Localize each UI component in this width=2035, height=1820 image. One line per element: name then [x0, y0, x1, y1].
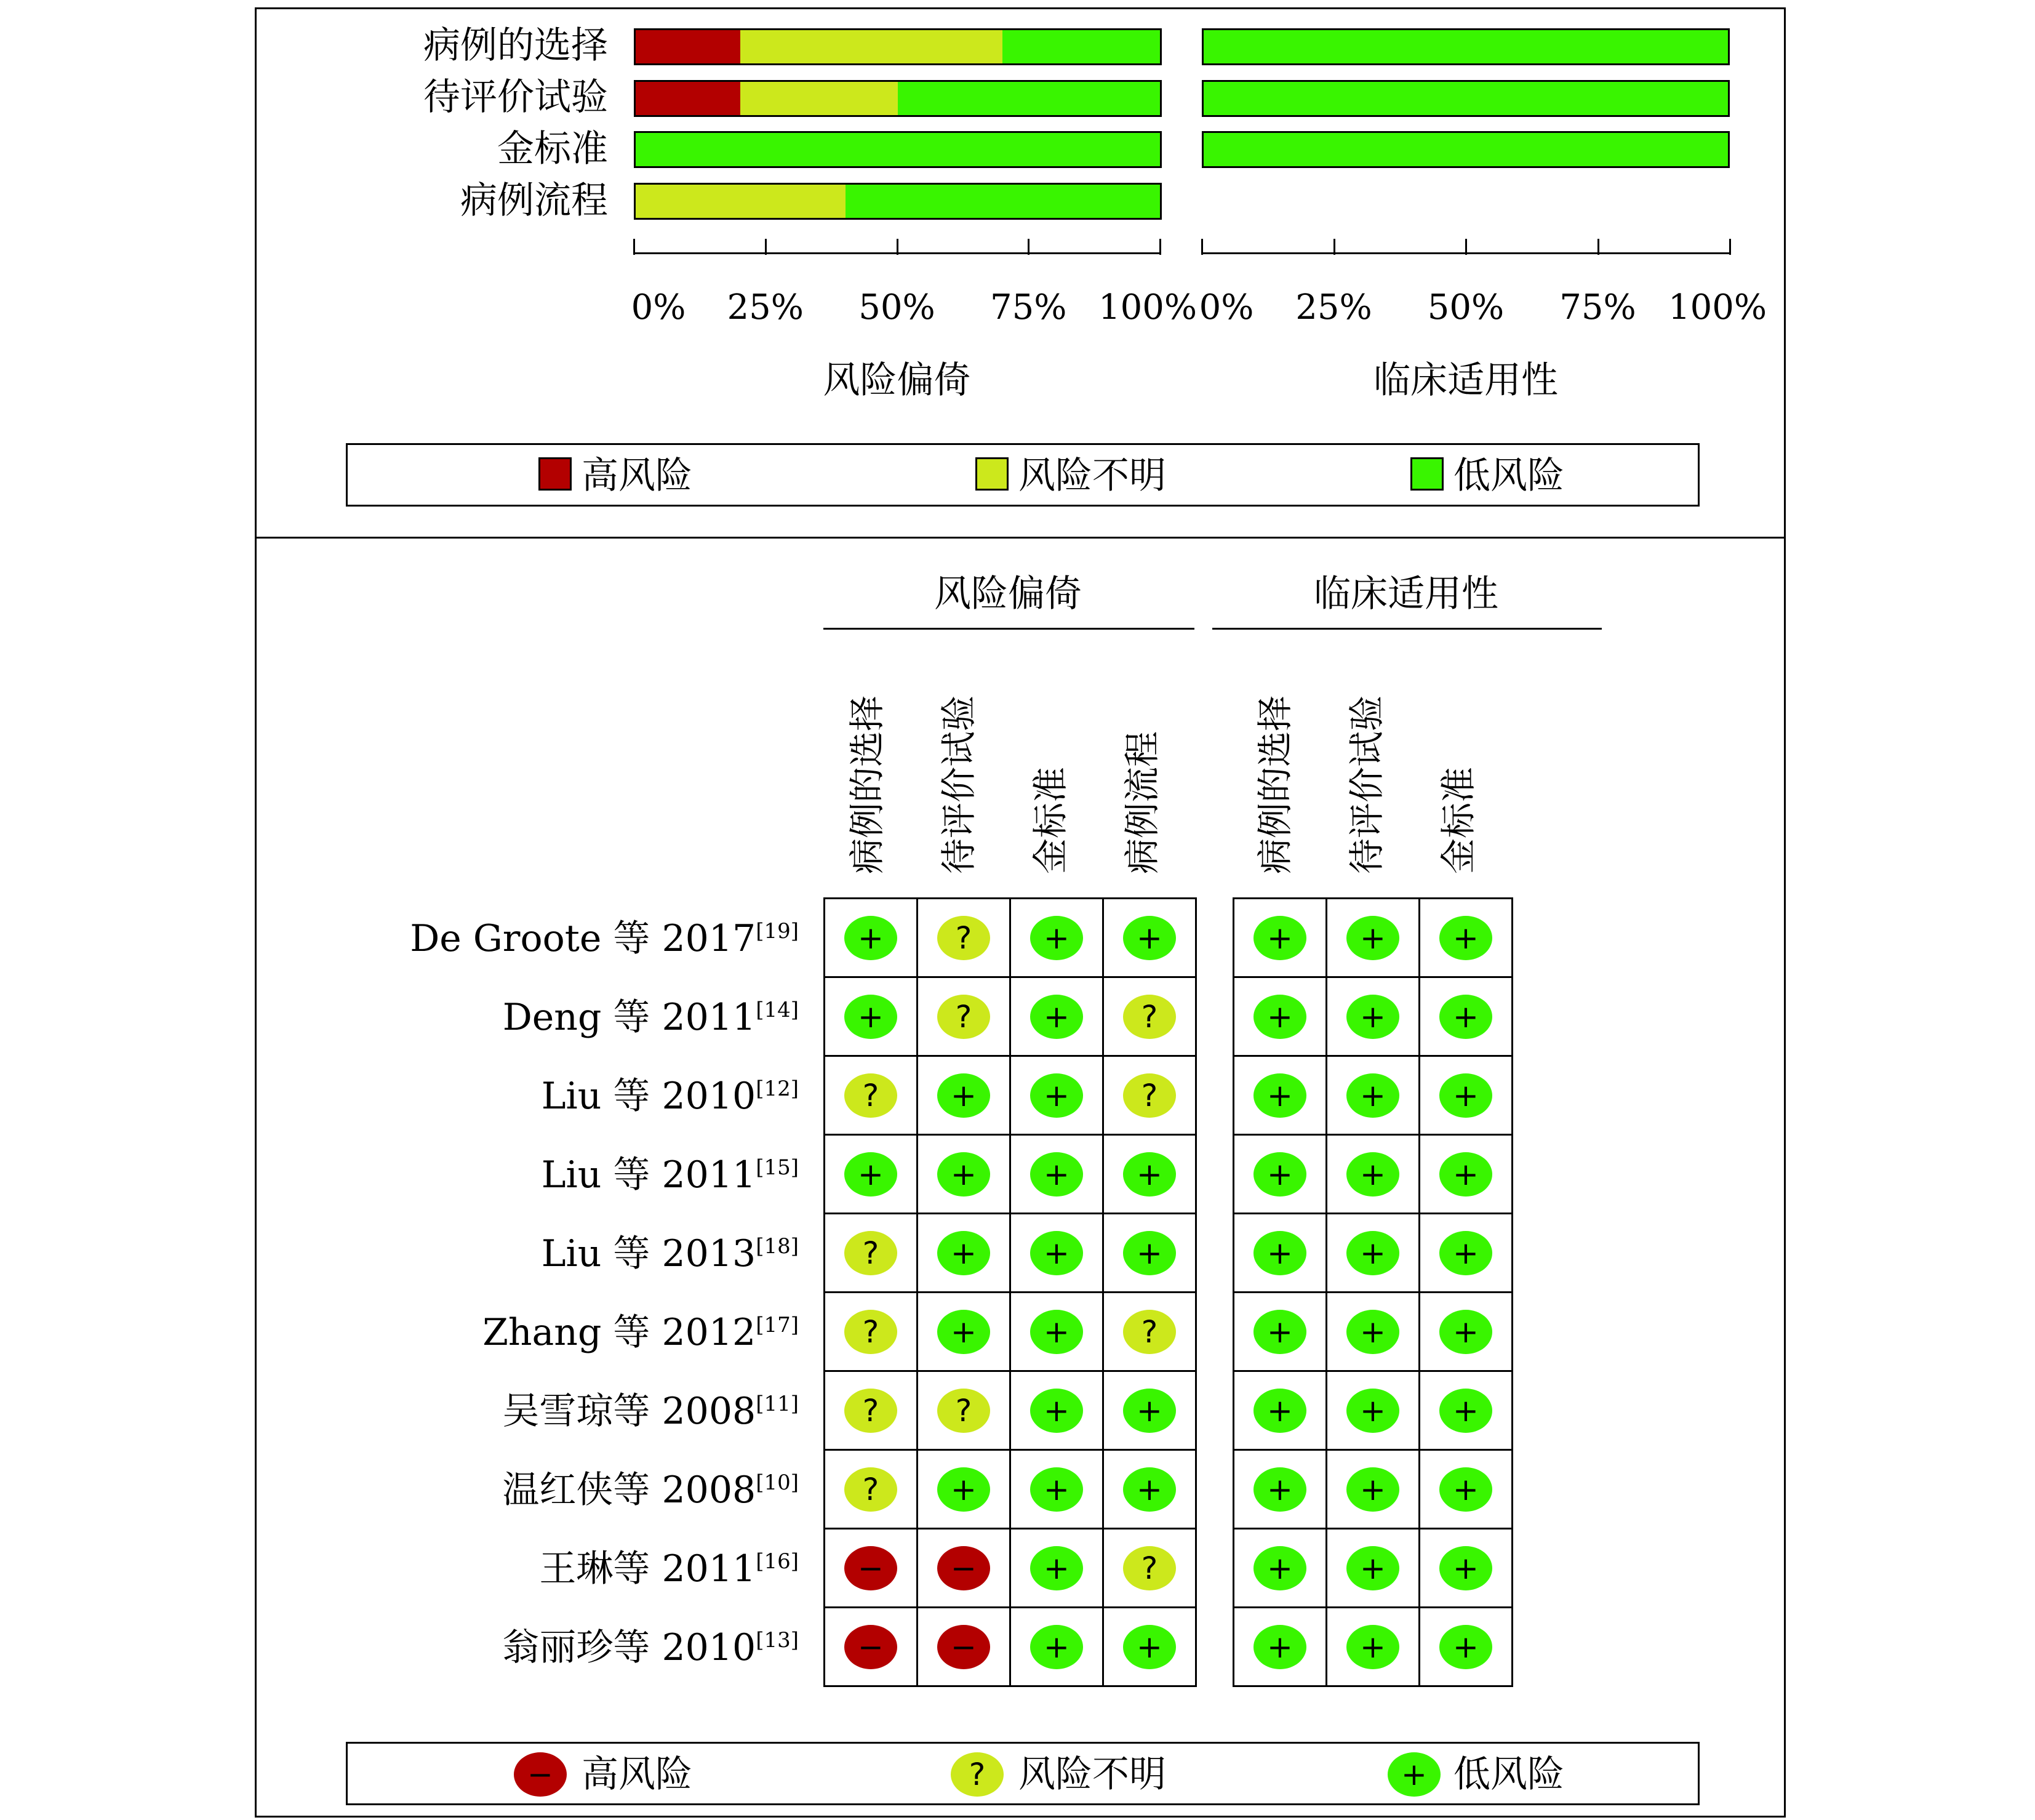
- rating-cell: [1420, 1450, 1513, 1529]
- column-label: 病例流程: [1121, 731, 1163, 874]
- study-reference: [15]: [756, 1155, 799, 1180]
- group-header-applicability: 临床适用性: [1314, 572, 1498, 615]
- column-label: 金标准: [1437, 766, 1479, 874]
- high-risk-mark: −: [937, 1625, 990, 1669]
- domain-label: 病例流程: [460, 179, 608, 222]
- study-reference: [18]: [756, 1234, 799, 1259]
- rating-cell: [1103, 977, 1196, 1056]
- rating-cell: [1103, 1529, 1196, 1608]
- low-risk-swatch: [1410, 457, 1444, 491]
- bar-segment: [740, 30, 1002, 63]
- study-name: De Groote 等 2017: [410, 917, 756, 960]
- stacked-bar: [634, 28, 1162, 65]
- low-risk-mark: +: [1253, 916, 1306, 960]
- axis-tick-label: 75%: [990, 287, 1067, 327]
- study-label: [541, 1153, 799, 1197]
- domain-label: 待评价试验: [423, 76, 608, 119]
- rating-cell: [918, 1371, 1010, 1450]
- study-label: [502, 1469, 799, 1512]
- low-risk-mark: +: [1253, 1546, 1306, 1590]
- study-reference: [12]: [756, 1076, 799, 1101]
- study-reference: [13]: [756, 1628, 799, 1653]
- low-risk-mark: +: [1253, 1152, 1306, 1197]
- low-risk-mark: +: [1439, 1389, 1492, 1433]
- table-row: [825, 1450, 1196, 1529]
- table-row: [1234, 1056, 1513, 1135]
- rating-cell: [918, 899, 1010, 977]
- low-risk-mark: +: [1439, 1467, 1492, 1512]
- study-label: [541, 1075, 799, 1118]
- unclear-risk-mark: ?: [844, 1310, 897, 1354]
- rating-cell: [1234, 1608, 1327, 1686]
- table-row: [1234, 1608, 1513, 1686]
- low-risk-mark: +: [937, 1467, 990, 1512]
- low-risk-mark: +: [1346, 1310, 1399, 1354]
- low-risk-mark: +: [1253, 1231, 1306, 1275]
- low-risk-mark: +: [1030, 1310, 1083, 1354]
- rating-cell: [1103, 1608, 1196, 1686]
- unclear-risk-mark: ?: [937, 1389, 990, 1433]
- rating-cell: [1103, 1293, 1196, 1371]
- low-risk-mark: +: [1253, 995, 1306, 1039]
- study-name: Deng 等 2011: [502, 996, 756, 1039]
- axis-tick: [1597, 239, 1599, 255]
- table-row: [825, 1214, 1196, 1293]
- axis-tick: [1201, 239, 1203, 255]
- stacked-bar: [634, 131, 1162, 168]
- low-risk-mark: +: [1030, 1389, 1083, 1433]
- rating-cell: [1327, 1056, 1420, 1135]
- rating-cell: [1420, 1214, 1513, 1293]
- stacked-bar: [1202, 80, 1730, 117]
- table-row: [1234, 899, 1513, 977]
- rating-cell: [1234, 1214, 1327, 1293]
- rating-cell: [1327, 1371, 1420, 1450]
- low-risk-mark: +: [1346, 1073, 1399, 1118]
- axis-tick: [1028, 239, 1029, 255]
- bar-segment: [1204, 82, 1728, 115]
- study-name: Zhang 等 2012: [482, 1311, 756, 1354]
- low-risk-mark: +: [937, 1152, 990, 1197]
- rating-cell: [918, 977, 1010, 1056]
- low-risk-mark: +: [1346, 1467, 1399, 1512]
- rating-cell: [1234, 1450, 1327, 1529]
- low-risk-mark: +: [1030, 1467, 1083, 1512]
- axis-tick: [1729, 239, 1731, 255]
- low-risk-mark: +: [1123, 1231, 1176, 1275]
- group-header-bias: 风险偏倚: [934, 572, 1082, 615]
- column-label: 金标准: [1029, 766, 1071, 874]
- rating-cell: [918, 1293, 1010, 1371]
- rating-cell: [825, 1608, 918, 1686]
- stacked-bar: [1202, 28, 1730, 65]
- axis-tick-label: 50%: [1427, 287, 1505, 327]
- table-row: [825, 1608, 1196, 1686]
- low-risk-mark: +: [1346, 1546, 1399, 1590]
- rating-cell: [1010, 1450, 1103, 1529]
- low-risk-mark: +: [1253, 1467, 1306, 1512]
- axis-tick: [1159, 239, 1161, 255]
- bar-segment: [1204, 30, 1728, 63]
- rating-cell: [1010, 1608, 1103, 1686]
- low-risk-mark: +: [1346, 1152, 1399, 1197]
- table-row: [825, 977, 1196, 1056]
- rating-cell: [918, 1529, 1010, 1608]
- study-label: [541, 1232, 799, 1275]
- rating-cell: [825, 1135, 918, 1214]
- legend-low-label: 低风险: [1453, 454, 1564, 497]
- rating-cell: [1420, 899, 1513, 977]
- high-risk-mark: −: [937, 1546, 990, 1590]
- low-risk-mark: +: [1439, 916, 1492, 960]
- table-row: [1234, 1371, 1513, 1450]
- low-risk-mark: +: [1123, 916, 1176, 960]
- table-row: [825, 899, 1196, 977]
- low-risk-mark: +: [1253, 1073, 1306, 1118]
- high-risk-mark: −: [844, 1546, 897, 1590]
- axis-tick-label: 100%: [1098, 287, 1197, 327]
- rating-cell: [1103, 1056, 1196, 1135]
- axis-tick-label: 0%: [631, 287, 686, 327]
- rating-cell: [825, 1214, 918, 1293]
- low-risk-mark: +: [1346, 916, 1399, 960]
- study-reference: [16]: [756, 1549, 799, 1574]
- table-row: [825, 1056, 1196, 1135]
- low-risk-mark: +: [1123, 1625, 1176, 1669]
- panel-divider: [255, 537, 1786, 539]
- unclear-risk-mark: ?: [937, 916, 990, 960]
- low-risk-mark: +: [937, 1073, 990, 1118]
- low-risk-mark: +: [1123, 1467, 1176, 1512]
- table-legend: [346, 1742, 1700, 1805]
- unclear-risk-symbol: ?: [951, 1752, 1004, 1797]
- low-risk-mark: +: [1439, 1231, 1492, 1275]
- bar-segment: [1002, 30, 1160, 63]
- axis-tick-label: 50%: [858, 287, 935, 327]
- low-risk-mark: +: [937, 1310, 990, 1354]
- study-label: [482, 1311, 799, 1354]
- bar-segment: [740, 82, 898, 115]
- rating-cell: [1420, 1293, 1513, 1371]
- low-risk-symbol: +: [1388, 1752, 1441, 1797]
- table-row: [825, 1135, 1196, 1214]
- low-risk-mark: +: [1346, 1389, 1399, 1433]
- legend-high-label: 高风险: [582, 454, 692, 497]
- column-label: 待评价试验: [1346, 695, 1388, 874]
- study-name: 吴雪琼等 2008: [502, 1390, 756, 1433]
- summary-legend: [346, 443, 1700, 507]
- study-label: [539, 1547, 799, 1590]
- unclear-risk-mark: ?: [844, 1389, 897, 1433]
- axis-tick: [765, 239, 767, 255]
- table-row: [825, 1293, 1196, 1371]
- low-risk-mark: +: [1030, 1546, 1083, 1590]
- low-risk-mark: +: [1439, 1546, 1492, 1590]
- table-row: [1234, 977, 1513, 1056]
- applicability-table: [1233, 897, 1513, 1687]
- unclear-risk-mark: ?: [937, 995, 990, 1039]
- low-risk-mark: +: [844, 995, 897, 1039]
- rating-cell: [1010, 1056, 1103, 1135]
- axis-tick-label: 100%: [1668, 287, 1767, 327]
- bar-segment: [636, 133, 1160, 166]
- rating-cell: [918, 1450, 1010, 1529]
- rating-cell: [1420, 1608, 1513, 1686]
- rating-cell: [1103, 1371, 1196, 1450]
- low-risk-mark: +: [937, 1231, 990, 1275]
- low-risk-mark: +: [1439, 1310, 1492, 1354]
- rating-cell: [1327, 1529, 1420, 1608]
- rating-cell: [1327, 1293, 1420, 1371]
- low-risk-mark: +: [1346, 1625, 1399, 1669]
- low-risk-mark: +: [1439, 1625, 1492, 1669]
- rating-cell: [1103, 899, 1196, 977]
- rating-cell: [1420, 1371, 1513, 1450]
- axis-tick: [1333, 239, 1335, 255]
- study-label: [410, 917, 799, 960]
- low-risk-mark: +: [844, 1152, 897, 1197]
- study-name: 温红侠等 2008: [502, 1469, 756, 1512]
- table-legend-unclear-label: 风险不明: [1018, 1753, 1166, 1796]
- study-reference: [19]: [756, 919, 799, 944]
- low-risk-mark: +: [1253, 1310, 1306, 1354]
- rating-cell: [1234, 1135, 1327, 1214]
- rating-cell: [825, 1450, 918, 1529]
- column-label: 病例的选择: [1254, 695, 1296, 874]
- stacked-bar: [1202, 131, 1730, 168]
- stacked-bar: [634, 80, 1162, 117]
- rating-cell: [825, 1529, 918, 1608]
- low-risk-mark: +: [844, 916, 897, 960]
- table-row: [1234, 1214, 1513, 1293]
- rating-cell: [1010, 1135, 1103, 1214]
- rating-cell: [918, 1608, 1010, 1686]
- rating-cell: [1327, 899, 1420, 977]
- legend-unclear-label: 风险不明: [1018, 454, 1166, 497]
- axis-tick: [1465, 239, 1467, 255]
- low-risk-mark: +: [1346, 995, 1399, 1039]
- axis-tick-label: 0%: [1199, 287, 1254, 327]
- study-name: Liu 等 2011: [541, 1153, 756, 1197]
- high-risk-symbol: −: [514, 1752, 567, 1797]
- study-label: [502, 1626, 799, 1669]
- low-risk-mark: +: [1030, 1231, 1083, 1275]
- rating-cell: [825, 1371, 918, 1450]
- risk-of-bias-table: [823, 897, 1197, 1687]
- rating-cell: [1234, 1529, 1327, 1608]
- rating-cell: [1234, 977, 1327, 1056]
- unclear-risk-mark: ?: [844, 1231, 897, 1275]
- low-risk-mark: +: [1439, 995, 1492, 1039]
- low-risk-mark: +: [1123, 1152, 1176, 1197]
- column-label: 病例的选择: [846, 695, 888, 874]
- rating-cell: [1234, 899, 1327, 977]
- applicability-panel-title: 临床适用性: [1373, 359, 1558, 402]
- rating-cell: [825, 977, 918, 1056]
- unclear-risk-mark: ?: [1123, 995, 1176, 1039]
- rating-cell: [1327, 1214, 1420, 1293]
- low-risk-mark: +: [1030, 1152, 1083, 1197]
- rating-cell: [1010, 1529, 1103, 1608]
- low-risk-mark: +: [1030, 1625, 1083, 1669]
- high-risk-swatch: [538, 457, 572, 491]
- rating-cell: [1010, 977, 1103, 1056]
- axis-tick-label: 75%: [1559, 287, 1636, 327]
- low-risk-mark: +: [1439, 1152, 1492, 1197]
- rating-cell: [825, 1056, 918, 1135]
- table-row: [825, 1371, 1196, 1450]
- unclear-risk-mark: ?: [844, 1073, 897, 1118]
- rating-cell: [1234, 1371, 1327, 1450]
- study-reference: [11]: [756, 1392, 799, 1416]
- study-label: [502, 996, 799, 1039]
- table-row: [1234, 1293, 1513, 1371]
- rating-cell: [1420, 1056, 1513, 1135]
- low-risk-mark: +: [1439, 1073, 1492, 1118]
- rating-cell: [1103, 1450, 1196, 1529]
- unclear-risk-mark: ?: [1123, 1546, 1176, 1590]
- rating-cell: [918, 1135, 1010, 1214]
- unclear-risk-mark: ?: [1123, 1073, 1176, 1118]
- stacked-bar: [634, 183, 1162, 220]
- study-name: 翁丽珍等 2010: [502, 1626, 756, 1669]
- axis-tick-label: 25%: [727, 287, 804, 327]
- rating-cell: [1103, 1214, 1196, 1293]
- rating-cell: [1327, 1608, 1420, 1686]
- rating-cell: [825, 1293, 918, 1371]
- low-risk-mark: +: [1030, 995, 1083, 1039]
- low-risk-mark: +: [1253, 1625, 1306, 1669]
- low-risk-mark: +: [1030, 1073, 1083, 1118]
- rating-cell: [1010, 1214, 1103, 1293]
- table-legend-low-label: 低风险: [1453, 1753, 1564, 1796]
- study-reference: [14]: [756, 998, 799, 1022]
- domain-label: 病例的选择: [423, 24, 608, 67]
- rating-cell: [1103, 1135, 1196, 1214]
- rating-cell: [1420, 1135, 1513, 1214]
- rating-cell: [825, 899, 918, 977]
- rating-cell: [1327, 1450, 1420, 1529]
- group-header-applicability-line: [1212, 628, 1602, 630]
- bar-segment: [898, 82, 1160, 115]
- rating-cell: [1234, 1056, 1327, 1135]
- rating-cell: [1010, 1371, 1103, 1450]
- bar-segment: [636, 30, 740, 63]
- low-risk-mark: +: [1346, 1231, 1399, 1275]
- rating-cell: [918, 1056, 1010, 1135]
- study-name: 王琳等 2011: [539, 1547, 756, 1590]
- bar-segment: [636, 82, 740, 115]
- unclear-risk-swatch: [975, 457, 1009, 491]
- bar-segment: [1204, 133, 1728, 166]
- rating-cell: [918, 1214, 1010, 1293]
- unclear-risk-mark: ?: [844, 1467, 897, 1512]
- table-row: [1234, 1450, 1513, 1529]
- axis-tick: [633, 239, 635, 255]
- low-risk-mark: +: [1030, 916, 1083, 960]
- rating-cell: [1010, 1293, 1103, 1371]
- study-reference: [10]: [756, 1470, 799, 1495]
- axis-tick: [897, 239, 898, 255]
- study-label: [502, 1390, 799, 1433]
- axis-tick-label: 25%: [1295, 287, 1372, 327]
- low-risk-mark: +: [1253, 1389, 1306, 1433]
- rating-cell: [1010, 899, 1103, 977]
- rating-cell: [1420, 1529, 1513, 1608]
- study-name: Liu 等 2013: [541, 1232, 756, 1275]
- bar-segment: [846, 185, 1160, 218]
- unclear-risk-mark: ?: [1123, 1310, 1176, 1354]
- rating-cell: [1234, 1293, 1327, 1371]
- low-risk-mark: +: [1123, 1389, 1176, 1433]
- study-name: Liu 等 2010: [541, 1075, 756, 1118]
- high-risk-mark: −: [844, 1625, 897, 1669]
- table-row: [1234, 1135, 1513, 1214]
- study-reference: [17]: [756, 1313, 799, 1337]
- table-row: [825, 1529, 1196, 1608]
- table-row: [1234, 1529, 1513, 1608]
- bias-panel-title: 风险偏倚: [823, 359, 971, 402]
- table-legend-high-label: 高风险: [582, 1753, 692, 1796]
- rating-cell: [1420, 977, 1513, 1056]
- bar-segment: [636, 185, 846, 218]
- domain-label: 金标准: [497, 127, 608, 170]
- column-label: 待评价试验: [938, 695, 980, 874]
- rating-cell: [1327, 1135, 1420, 1214]
- group-header-bias-line: [823, 628, 1194, 630]
- rating-cell: [1327, 977, 1420, 1056]
